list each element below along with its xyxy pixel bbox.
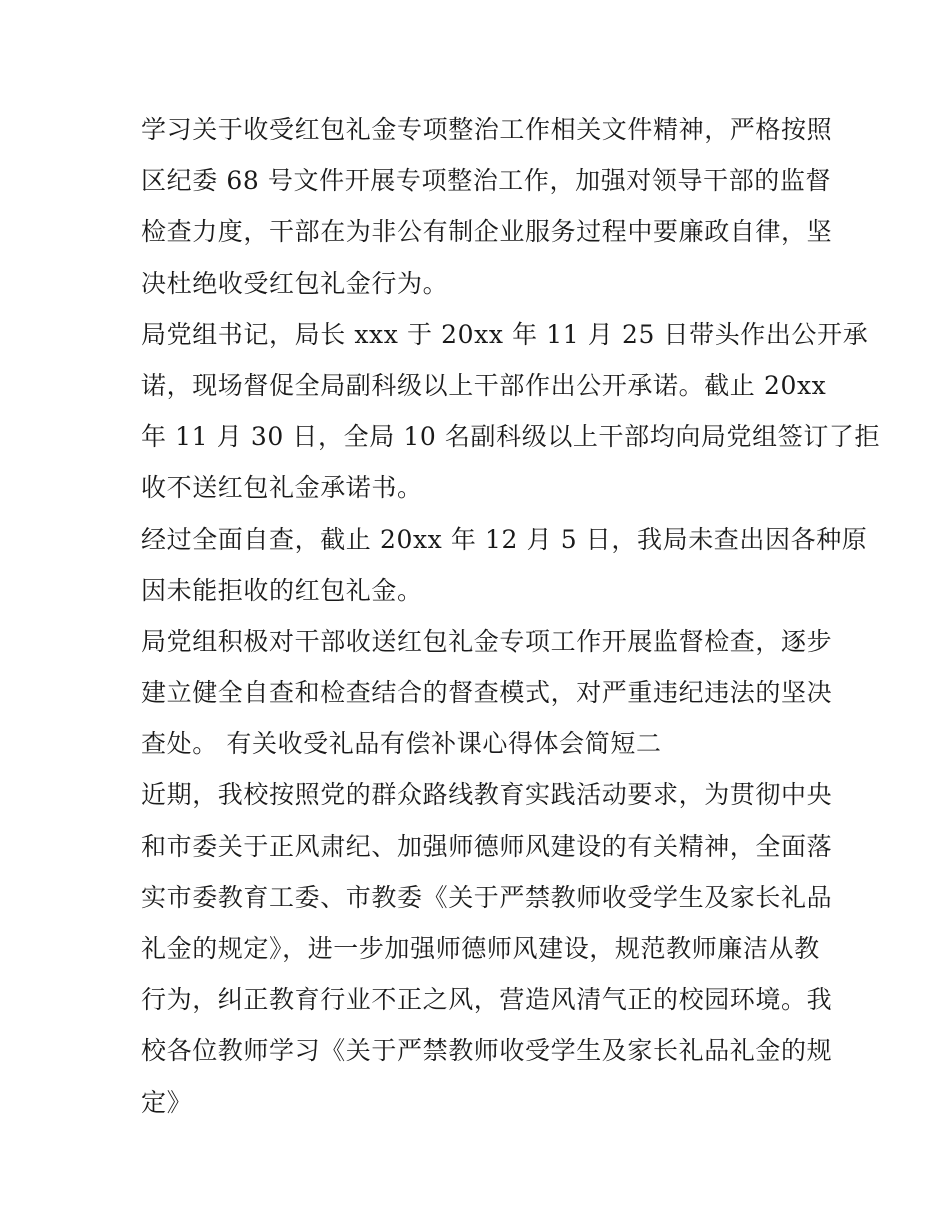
text-line: 近期，我校按照党的群众路线教育实践活动要求，为贯彻中央: [141, 780, 833, 810]
text-line: 建立健全自查和检查结合的督查模式，对严重违纪违法的坚决: [141, 678, 833, 708]
text-line: 区纪委 68 号文件开展专项整治工作，加强对领导干部的监督: [141, 166, 832, 196]
text-line: 决杜绝收受红包礼金行为。: [141, 268, 449, 298]
paragraph-rectification-study: [141, 104, 833, 309]
text-line: 学习关于收受红包礼金专项整治工作相关文件精神，严格按照: [141, 115, 833, 144]
text-line: 因未能拒收的红包礼金。: [141, 575, 423, 605]
paragraph-school-conduct: [141, 769, 833, 1127]
text-line: 查处。 有关收受礼品有偿补课心得体会简短二: [141, 729, 662, 759]
paragraph-public-pledge: [141, 309, 881, 514]
text-line: 和市委关于正风肃纪、加强师德师风建设的有关精神，全面落: [141, 831, 833, 861]
text-line: 年 11 月 30 日，全局 10 名副科级以上干部均向局党组签订了拒: [141, 422, 881, 452]
text-line: 礼金的规定》，进一步加强师德师风建设，规范教师廉洁从教: [141, 934, 820, 963]
paragraph-self-inspection: [141, 514, 868, 616]
text-line: 实市委教育工委、市教委《关于严禁教师收受学生及家长礼品: [141, 882, 833, 912]
text-line: 校各位教师学习《关于严禁教师收受学生及家长礼品礼金的规: [141, 1036, 833, 1066]
text-line: 局党组书记，局长 xxx 于 20xx 年 11 月 25 日带头作出公开承: [141, 319, 869, 349]
paragraph-supervision: [141, 616, 833, 770]
document-body: [141, 104, 881, 1128]
text-line: 检查力度，干部在为非公有制企业服务过程中要廉政自律，坚: [141, 217, 833, 247]
text-line: 行为，纠正教育行业不正之风，营造风清气正的校园环境。我: [141, 985, 833, 1015]
text-line: 经过全面自查，截止 20xx 年 12 月 5 日，我局未查出因各种原: [141, 524, 868, 554]
text-line: 局党组积极对干部收送红包礼金专项工作开展监督检查，逐步: [141, 626, 833, 656]
text-line: 诺，现场督促全局副科级以上干部作出公开承诺。截止 20xx: [141, 370, 827, 400]
text-line: 收不送红包礼金承诺书。: [141, 473, 423, 503]
text-line: 定》: [141, 1087, 193, 1117]
